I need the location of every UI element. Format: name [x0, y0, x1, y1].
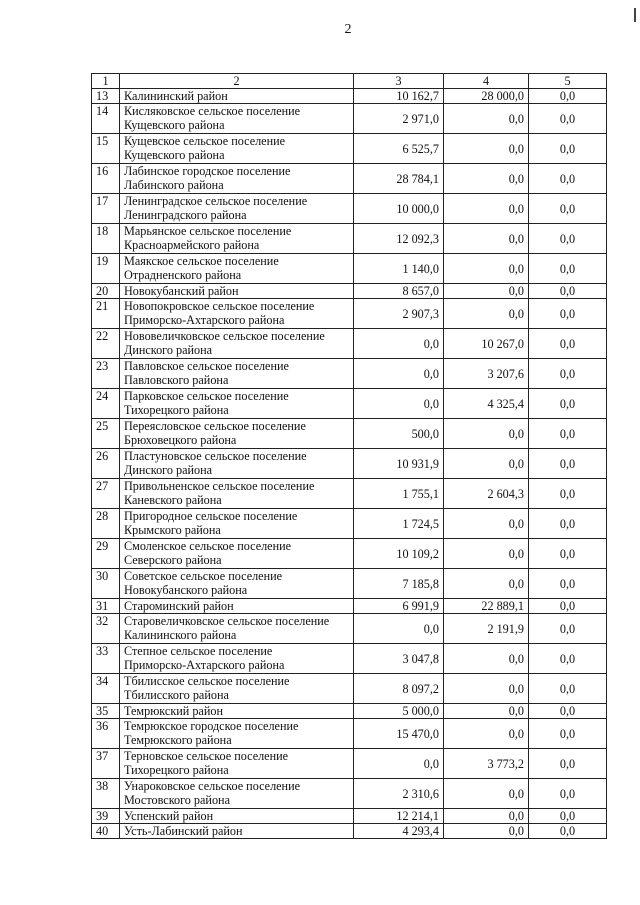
row-number: 36: [92, 719, 120, 749]
amount-col-5: 0,0: [529, 89, 607, 104]
amount-col-3: 2 310,6: [354, 779, 444, 809]
municipality-name: [120, 614, 354, 644]
table-row: [92, 614, 607, 644]
amount-col-5: 0,0: [529, 614, 607, 644]
row-number: 38: [92, 779, 120, 809]
amount-col-4: 0,0: [444, 539, 529, 569]
municipality-name-line: Темрюкский район: [124, 704, 223, 718]
amount-col-3: 2 971,0: [354, 104, 444, 134]
row-number: 31: [92, 599, 120, 614]
municipality-name: [120, 509, 354, 539]
amount-col-4: 3 773,2: [444, 749, 529, 779]
municipality-name-line: Степное сельское поселение: [124, 644, 273, 658]
municipality-name-line: Кущевского района: [124, 118, 225, 132]
table-row: [92, 284, 607, 299]
municipality-name-line: Лабинского района: [124, 178, 224, 192]
amount-col-5: 0,0: [529, 809, 607, 824]
amount-col-3: 6 991,9: [354, 599, 444, 614]
municipality-name-line: Маякское сельское поселение: [124, 254, 279, 268]
municipality-name-line: Северского района: [124, 553, 222, 567]
header-cell-5: 5: [529, 74, 607, 89]
amount-col-3: 15 470,0: [354, 719, 444, 749]
municipality-name-line: Приморско-Ахтарского района: [124, 658, 285, 672]
municipality-name: [120, 284, 354, 299]
row-number: 25: [92, 419, 120, 449]
scan-edge-mark: [634, 8, 636, 22]
amount-col-4: 0,0: [444, 704, 529, 719]
amount-col-5: 0,0: [529, 779, 607, 809]
amount-col-5: 0,0: [529, 749, 607, 779]
amount-col-4: 0,0: [444, 449, 529, 479]
row-number: 40: [92, 824, 120, 839]
row-number: 29: [92, 539, 120, 569]
amount-col-5: 0,0: [529, 704, 607, 719]
row-number: 35: [92, 704, 120, 719]
row-number: 17: [92, 194, 120, 224]
header-cell-4: 4: [444, 74, 529, 89]
amount-col-4: 0,0: [444, 644, 529, 674]
row-number: 24: [92, 389, 120, 419]
table-row: [92, 134, 607, 164]
municipality-name: [120, 104, 354, 134]
amount-col-3: 12 092,3: [354, 224, 444, 254]
amount-col-4: 0,0: [444, 104, 529, 134]
row-number: 21: [92, 299, 120, 329]
municipality-name: [120, 479, 354, 509]
table-row: [92, 329, 607, 359]
municipality-name-line: Кущевского района: [124, 148, 225, 162]
municipality-name: [120, 419, 354, 449]
amount-col-4: 0,0: [444, 824, 529, 839]
municipality-name: [120, 389, 354, 419]
municipality-name-line: Старовеличковское сельское поселение: [124, 614, 330, 628]
row-number: 22: [92, 329, 120, 359]
municipality-name: [120, 254, 354, 284]
amount-col-5: 0,0: [529, 164, 607, 194]
amount-col-5: 0,0: [529, 569, 607, 599]
amount-col-4: 0,0: [444, 779, 529, 809]
amount-col-4: 0,0: [444, 719, 529, 749]
page-number: 2: [344, 22, 352, 37]
amount-col-5: 0,0: [529, 644, 607, 674]
amount-col-5: 0,0: [529, 254, 607, 284]
amount-col-5: 0,0: [529, 299, 607, 329]
row-number: 30: [92, 569, 120, 599]
municipality-name-line: Ленинградское сельское поселение: [124, 194, 308, 208]
table-row: [92, 539, 607, 569]
table-header-row: [92, 74, 607, 89]
municipality-name-line: Брюховецкого района: [124, 433, 237, 447]
municipality-name-line: Новокубанского района: [124, 583, 248, 597]
amount-col-4: 0,0: [444, 419, 529, 449]
municipality-name: [120, 779, 354, 809]
municipality-name-line: Мостовского района: [124, 793, 230, 807]
amount-col-3: 500,0: [354, 419, 444, 449]
municipality-name-line: Темрюкского района: [124, 733, 232, 747]
municipality-name: [120, 194, 354, 224]
amount-col-4: 0,0: [444, 509, 529, 539]
row-number: 26: [92, 449, 120, 479]
amount-col-5: 0,0: [529, 599, 607, 614]
municipality-name-line: Приморско-Ахтарского района: [124, 313, 285, 327]
amount-col-5: 0,0: [529, 329, 607, 359]
municipality-name-line: Динского района: [124, 343, 213, 357]
municipality-name: [120, 674, 354, 704]
amount-col-4: 28 000,0: [444, 89, 529, 104]
amount-col-5: 0,0: [529, 194, 607, 224]
municipality-name: [120, 164, 354, 194]
municipality-name-line: Нововеличковское сельское поселение: [124, 329, 325, 343]
municipality-name-line: Унароковское сельское поселение: [124, 779, 301, 793]
table-row: [92, 704, 607, 719]
municipality-name-line: Калининский район: [124, 89, 228, 103]
table-row: [92, 164, 607, 194]
table-row: [92, 809, 607, 824]
municipality-name: [120, 644, 354, 674]
amount-col-3: 28 784,1: [354, 164, 444, 194]
amount-col-4: 3 207,6: [444, 359, 529, 389]
amount-col-4: 10 267,0: [444, 329, 529, 359]
amount-col-3: 0,0: [354, 749, 444, 779]
row-number: 13: [92, 89, 120, 104]
table-row: [92, 194, 607, 224]
amount-col-5: 0,0: [529, 674, 607, 704]
header-cell-2: 2: [120, 74, 354, 89]
table-row: [92, 89, 607, 104]
amount-col-4: 2 191,9: [444, 614, 529, 644]
table-row: [92, 224, 607, 254]
municipality-name: [120, 449, 354, 479]
amount-col-5: 0,0: [529, 104, 607, 134]
municipality-name-line: Кисляковское сельское поселение: [124, 104, 301, 118]
amount-col-3: 10 109,2: [354, 539, 444, 569]
table-row: [92, 779, 607, 809]
amount-col-3: 10 000,0: [354, 194, 444, 224]
municipality-name: [120, 599, 354, 614]
amount-col-5: 0,0: [529, 719, 607, 749]
amount-col-5: 0,0: [529, 479, 607, 509]
municipality-name-line: Новокубанский район: [124, 284, 239, 298]
municipality-name-line: Пригородное сельское поселение: [124, 509, 298, 523]
table-row: [92, 419, 607, 449]
amount-col-4: 0,0: [444, 284, 529, 299]
municipality-name: [120, 224, 354, 254]
amount-col-4: 0,0: [444, 809, 529, 824]
amount-col-5: 0,0: [529, 284, 607, 299]
municipality-name-line: Ленинградского района: [124, 208, 247, 222]
municipality-name-line: Терновское сельское поселение: [124, 749, 289, 763]
municipality-name: [120, 824, 354, 839]
amount-col-3: 4 293,4: [354, 824, 444, 839]
amount-col-4: 0,0: [444, 299, 529, 329]
amount-col-5: 0,0: [529, 449, 607, 479]
table-row: [92, 749, 607, 779]
municipality-name-line: Парковское сельское поселение: [124, 389, 289, 403]
municipality-name: [120, 749, 354, 779]
municipality-name: [120, 329, 354, 359]
table-row: [92, 674, 607, 704]
municipality-name: [120, 569, 354, 599]
header-cell-3: 3: [354, 74, 444, 89]
row-number: 20: [92, 284, 120, 299]
amount-col-5: 0,0: [529, 359, 607, 389]
municipality-name-line: Новопокровское сельское поселение: [124, 299, 315, 313]
table-row: [92, 359, 607, 389]
amount-col-5: 0,0: [529, 539, 607, 569]
table-row: [92, 719, 607, 749]
table-row: [92, 449, 607, 479]
amount-col-4: 0,0: [444, 224, 529, 254]
row-number: 32: [92, 614, 120, 644]
municipality-name-line: Отрадненского района: [124, 268, 242, 282]
row-number: 34: [92, 674, 120, 704]
table-row: [92, 644, 607, 674]
municipality-name-line: Каневского района: [124, 493, 222, 507]
row-number: 14: [92, 104, 120, 134]
row-number: 19: [92, 254, 120, 284]
municipality-name-line: Крымского района: [124, 523, 221, 537]
table-row: [92, 104, 607, 134]
municipality-name-line: Павловское сельское поселение: [124, 359, 289, 373]
municipality-name-line: Пластуновское сельское поселение: [124, 449, 307, 463]
municipality-name: [120, 299, 354, 329]
amount-col-5: 0,0: [529, 389, 607, 419]
municipality-name-line: Марьянское сельское поселение: [124, 224, 292, 238]
table-row: [92, 299, 607, 329]
municipality-name-line: Красноармейского района: [124, 238, 260, 252]
amount-col-3: 0,0: [354, 614, 444, 644]
row-number: 27: [92, 479, 120, 509]
amount-col-3: 10 931,9: [354, 449, 444, 479]
table-row: [92, 254, 607, 284]
municipality-name-line: Тихорецкого района: [124, 763, 229, 777]
amount-col-4: 2 604,3: [444, 479, 529, 509]
amount-col-3: 5 000,0: [354, 704, 444, 719]
amount-col-4: 22 889,1: [444, 599, 529, 614]
municipality-name: [120, 704, 354, 719]
table-row: [92, 479, 607, 509]
municipality-name-line: Динского района: [124, 463, 213, 477]
row-number: 28: [92, 509, 120, 539]
municipality-name-line: Советское сельское поселение: [124, 569, 283, 583]
row-number: 33: [92, 644, 120, 674]
table-row: [92, 824, 607, 839]
municipality-name-line: Привольненское сельское поселение: [124, 479, 315, 493]
table-row: [92, 389, 607, 419]
municipality-name-line: Тихорецкого района: [124, 403, 229, 417]
amount-col-3: 6 525,7: [354, 134, 444, 164]
table-row: [92, 569, 607, 599]
amount-col-5: 0,0: [529, 509, 607, 539]
municipality-name: [120, 809, 354, 824]
row-number: 23: [92, 359, 120, 389]
amount-col-3: 10 162,7: [354, 89, 444, 104]
header-cell-1: 1: [92, 74, 120, 89]
amount-col-3: 1 724,5: [354, 509, 444, 539]
municipality-name-line: Кущевское сельское поселение: [124, 134, 286, 148]
municipality-name: [120, 89, 354, 104]
amount-col-3: 8 657,0: [354, 284, 444, 299]
municipality-name-line: Калининского района: [124, 628, 237, 642]
municipality-name-line: Усть-Лабинский район: [124, 824, 243, 838]
municipality-name-line: Тбилисского района: [124, 688, 229, 702]
amount-col-3: 1 140,0: [354, 254, 444, 284]
amount-col-3: 12 214,1: [354, 809, 444, 824]
amount-col-4: 4 325,4: [444, 389, 529, 419]
amount-col-3: 1 755,1: [354, 479, 444, 509]
amount-col-3: 2 907,3: [354, 299, 444, 329]
amount-col-3: 0,0: [354, 329, 444, 359]
row-number: 15: [92, 134, 120, 164]
amount-col-4: 0,0: [444, 194, 529, 224]
municipality-name-line: Смоленское сельское поселение: [124, 539, 292, 553]
municipality-name-line: Успенский район: [124, 809, 214, 823]
municipality-name-line: Переясловское сельское поселение: [124, 419, 306, 433]
municipality-name: [120, 719, 354, 749]
municipality-name-line: Темрюкское городское поселение: [124, 719, 299, 733]
table-row: [92, 509, 607, 539]
amount-col-5: 0,0: [529, 824, 607, 839]
amount-col-4: 0,0: [444, 569, 529, 599]
amount-col-4: 0,0: [444, 164, 529, 194]
amount-col-3: 7 185,8: [354, 569, 444, 599]
municipality-name-line: Староминский район: [124, 599, 234, 613]
amount-col-4: 0,0: [444, 674, 529, 704]
row-number: 18: [92, 224, 120, 254]
row-number: 16: [92, 164, 120, 194]
row-number: 37: [92, 749, 120, 779]
amount-col-4: 0,0: [444, 254, 529, 284]
amount-col-3: 8 097,2: [354, 674, 444, 704]
amount-col-3: 3 047,8: [354, 644, 444, 674]
municipality-name: [120, 359, 354, 389]
row-number: 39: [92, 809, 120, 824]
amount-col-5: 0,0: [529, 224, 607, 254]
table-row: [92, 599, 607, 614]
amount-col-3: 0,0: [354, 359, 444, 389]
allocation-table: [91, 73, 607, 839]
municipality-name-line: Тбилисское сельское поселение: [124, 674, 290, 688]
amount-col-4: 0,0: [444, 134, 529, 164]
municipality-name-line: Павловского района: [124, 373, 229, 387]
municipality-name-line: Лабинское городское поселение: [124, 164, 291, 178]
amount-col-3: 0,0: [354, 389, 444, 419]
amount-col-5: 0,0: [529, 419, 607, 449]
municipality-name: [120, 134, 354, 164]
amount-col-5: 0,0: [529, 134, 607, 164]
municipality-name: [120, 539, 354, 569]
